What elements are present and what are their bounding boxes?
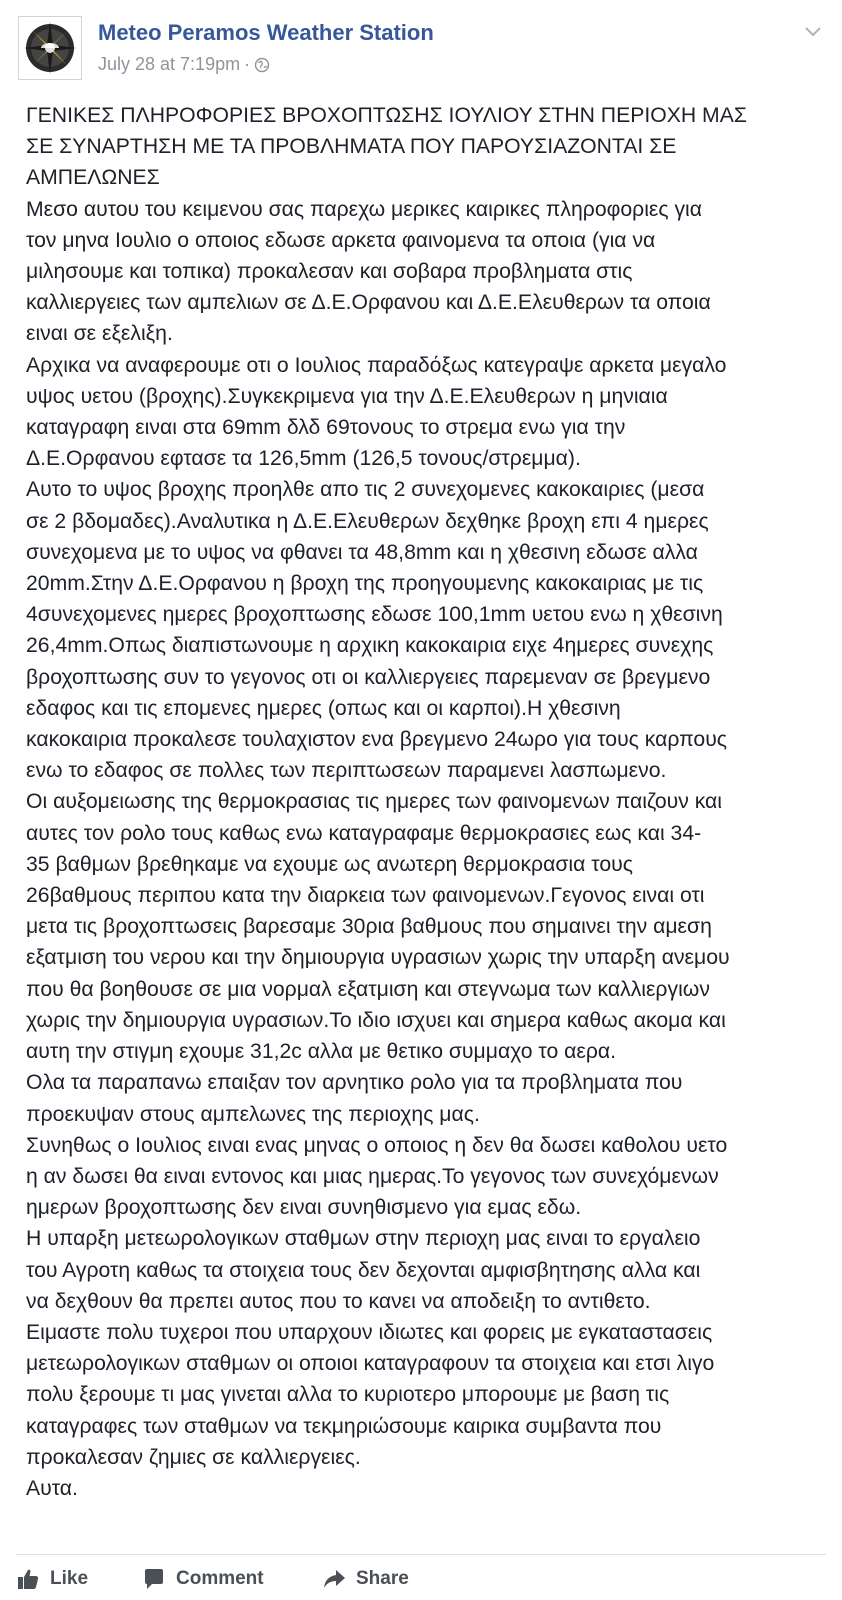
post-text-line: καταγραφες των σταθμων να τεκμηριώσουμε καιρικα συμβαντα που: [26, 1414, 662, 1438]
post-text-line: αυτη την στιγμη εχουμε 31,2c αλλα με θετικο συμμαχο το αερα.: [26, 1040, 617, 1064]
post-text-line: Ολα τα παραπανω επαιξαν τον αρνητικο ρολο για τα προβληματα που: [26, 1071, 683, 1095]
post-text-line: μετα τις βροχοπτωσεις βαρεσαμε 30ρια βαθμους που σημαινει την αμεση: [26, 915, 712, 939]
post-text-line: υψος υετου (βροχης).Συγκεκριμενα για την Δ.Ε.Ελευθερων η μηνιαια: [26, 384, 668, 408]
post-text-line: ημερων βροχοπτωσης δεν ειναι συνηθισμενο για εμας εδω.: [26, 1196, 582, 1220]
post-text-line: κακοκαιρια προκαλεσε τουλαχιστον ενα βρεγμενο 24ωρο για τους καρπους: [26, 728, 727, 752]
comment-bubble-icon: [142, 1567, 166, 1591]
post-text-line: Η υπαρξη μετεωρολογικων σταθμων στην περιοχη μας ειναι το εργαλειο: [26, 1227, 701, 1251]
post-text-line: καλλιεργειες των αμπελιων σε Δ.Ε.Ορφανου και Δ.Ε.Ελευθερων τα οποια: [26, 291, 711, 315]
post-text-line: πολυ ξερουμε τι μας γινεται αλλα το κυριοτερο μπορουμε με βαση τις: [26, 1383, 670, 1407]
post-text-line: ενω το εδαφος σε πολλες των περιπτωσεων παραμενει λασπωμενο.: [26, 759, 667, 783]
post-text: [26, 100, 826, 1504]
globe-icon[interactable]: [254, 57, 270, 78]
thumbs-up-icon: [16, 1567, 40, 1591]
post-text-line: χωρις την δημιουργια υγρασιων.Το ιδιο ισχυει και σημερα καθως ακομα και: [26, 1008, 726, 1032]
post-actions: [16, 1562, 826, 1596]
post-text-line: τον μηνα Ιουλιο ο οποιος εδωσε αρκετα φαινομενα τα οποια (για να: [26, 228, 656, 252]
post-text-line: του Αγροτη καθως τα στοιχεια τους δεν δεχονται αμφισβητησης αλλα και: [26, 1258, 701, 1282]
post-text-line: συνεχομενα με το υψος να φθανει τα 48,8mm και η χθεσινη εδωσε αλλα: [26, 540, 698, 564]
post-text-line: 26,4mm.Οπως διαπιστωνουμε η αρχικη κακοκαιρια ειχε 4ημερες συνεχης: [26, 634, 714, 658]
post-text-line: μετεωρολογικων σταθμων οι οποιοι καταγραφουν τα στοιχεια και ετσι λιγο: [26, 1352, 715, 1376]
post-text-line: 4συνεχομενες ημερες βροχοπτωσης εδωσε 100,1mm υετου ενω η χθεσινη: [26, 603, 723, 627]
like-button[interactable]: [16, 1562, 88, 1596]
avatar[interactable]: [18, 16, 82, 80]
post-text-line: η αν δωσει θα ειναι εντονος και μιας ημερας.Το γεγονος των συνεχόμενων: [26, 1164, 719, 1188]
post-text-line: Ειμαστε πολυ τυχεροι που υπαρχουν ιδιωτες και φορεις με εγκαταστασεις: [26, 1320, 713, 1344]
comment-label: Comment: [176, 1568, 264, 1589]
post-text-line: 35 βαθμων βρεθηκαμε να εχουμε ως ανωτερη θερμοκρασια τους: [26, 852, 633, 876]
share-arrow-icon: [322, 1567, 346, 1591]
post-text-line: Αυτα.: [26, 1476, 78, 1500]
post-text-line: που θα βοηθουσε σε μια νορμαλ εξατμιση και στεγνωμα των καλλιεργιων: [26, 977, 710, 1001]
post-text-line: αυτες τον ρολο τους καθως ενω καταγραφαμε θερμοκρασιες εως και 34-: [26, 821, 702, 845]
post-text-line: Αυτο το υψος βροχης προηλθε απο τις 2 συνεχομενες κακοκαιριες (μεσα: [26, 478, 705, 502]
post-text-line: προκαλεσαν ζημιες σε καλλιεργειες.: [26, 1445, 361, 1469]
post-text-line: σε 2 βδομαδες).Αναλυτικα η Δ.Ε.Ελευθερων δεχθηκε βροχη επι 4 ημερες: [26, 509, 709, 533]
post-text-line: Οι αυξομειωσης της θερμοκρασιας τις ημερες των φαινομενων παιζουν και: [26, 790, 722, 814]
post-text-line: 20mm.Στην Δ.Ε.Ορφανου η βροχη της προηγουμενης κακοκαιριας με τις: [26, 572, 704, 596]
like-label: Like: [50, 1568, 89, 1589]
post-text-line: εξατμιση του νερου και την δημιουργια υγρασιων χωρις την υπαρξη ανεμου: [26, 946, 730, 970]
page-name-link[interactable]: Meteo Peramos Weather Station: [98, 20, 434, 45]
post-text-line: ΣΕ ΣΥΝΑΡΤΗΣΗ ΜΕ ΤΑ ΠΡΟΒΛΗΜΑΤΑ ΠΟΥ ΠΑΡΟΥΣΙΑΖΟΝΤΑΙ ΣΕ: [26, 135, 677, 159]
post-text-line: βροχοπτωσης συν το γεγονος οτι οι καλλιεργειες παρεμεναν σε βρεγμενο: [26, 665, 711, 689]
post-text-line: Αρχικα να αναφερουμε οτι ο Ιουλιος παραδόξως κατεγραψε αρκετα μεγαλο: [26, 353, 727, 377]
divider: [16, 1554, 826, 1555]
meta-separator: ·: [244, 54, 251, 74]
post-meta: [98, 54, 270, 78]
post-text-line: μιλησουμε και τοπικα) προκαλεσαν και σοβαρα προβληματα στις: [26, 260, 633, 284]
post-header: [16, 14, 826, 86]
weather-station-logo-icon: [19, 17, 81, 79]
post-text-line: ΓΕΝΙΚΕΣ ΠΛΗΡΟΦΟΡΙΕΣ ΒΡΟΧΟΠΤΩΣΗΣ ΙΟΥΛΙΟΥ ΣΤΗΝ ΠΕΡΙΟΧΗ ΜΑΣ: [26, 104, 747, 127]
share-label: Share: [356, 1568, 409, 1589]
share-button[interactable]: [322, 1562, 409, 1596]
post-text-line: Μεσο αυτου του κειμενου σας παρεχω μερικες καιρικες πληροφοριες για: [26, 197, 702, 221]
post-text-line: προεκυψαν στους αμπελωνες της περιοχης μας.: [26, 1102, 480, 1126]
post-text-line: ΑΜΠΕΛΩΝΕΣ: [26, 166, 160, 190]
chevron-down-icon[interactable]: [802, 20, 824, 47]
post-text-line: 26βαθμους περιπου κατα την διαρκεια των φαινομενων.Γεγονος ειναι οτι: [26, 884, 705, 908]
comment-button[interactable]: [142, 1562, 264, 1596]
post-text-line: καταγραφη ειναι στα 69mm δλδ 69τονους το στρεμα ενω για την: [26, 416, 626, 440]
post-text-line: Δ.Ε.Ορφανου εφτασε τα 126,5mm (126,5 τονους/στρεμμα).: [26, 447, 581, 471]
post-text-line: εδαφος και τις επομενες ημερες (οπως και οι καρποι).Η χθεσινη: [26, 696, 621, 720]
post-date-link[interactable]: July 28 at 7:19pm: [98, 54, 241, 74]
post-text-line: Συνηθως ο Ιουλιος ειναι ενας μηνας ο οποιος η δεν θα δωσει καθολου υετο: [26, 1133, 728, 1157]
post-text-line: ειναι σε εξελιξη.: [26, 322, 173, 346]
post-text-line: να δεχθουν θα πρεπει αυτος που το κανει να αποδειξη το αντιθετο.: [26, 1289, 651, 1313]
